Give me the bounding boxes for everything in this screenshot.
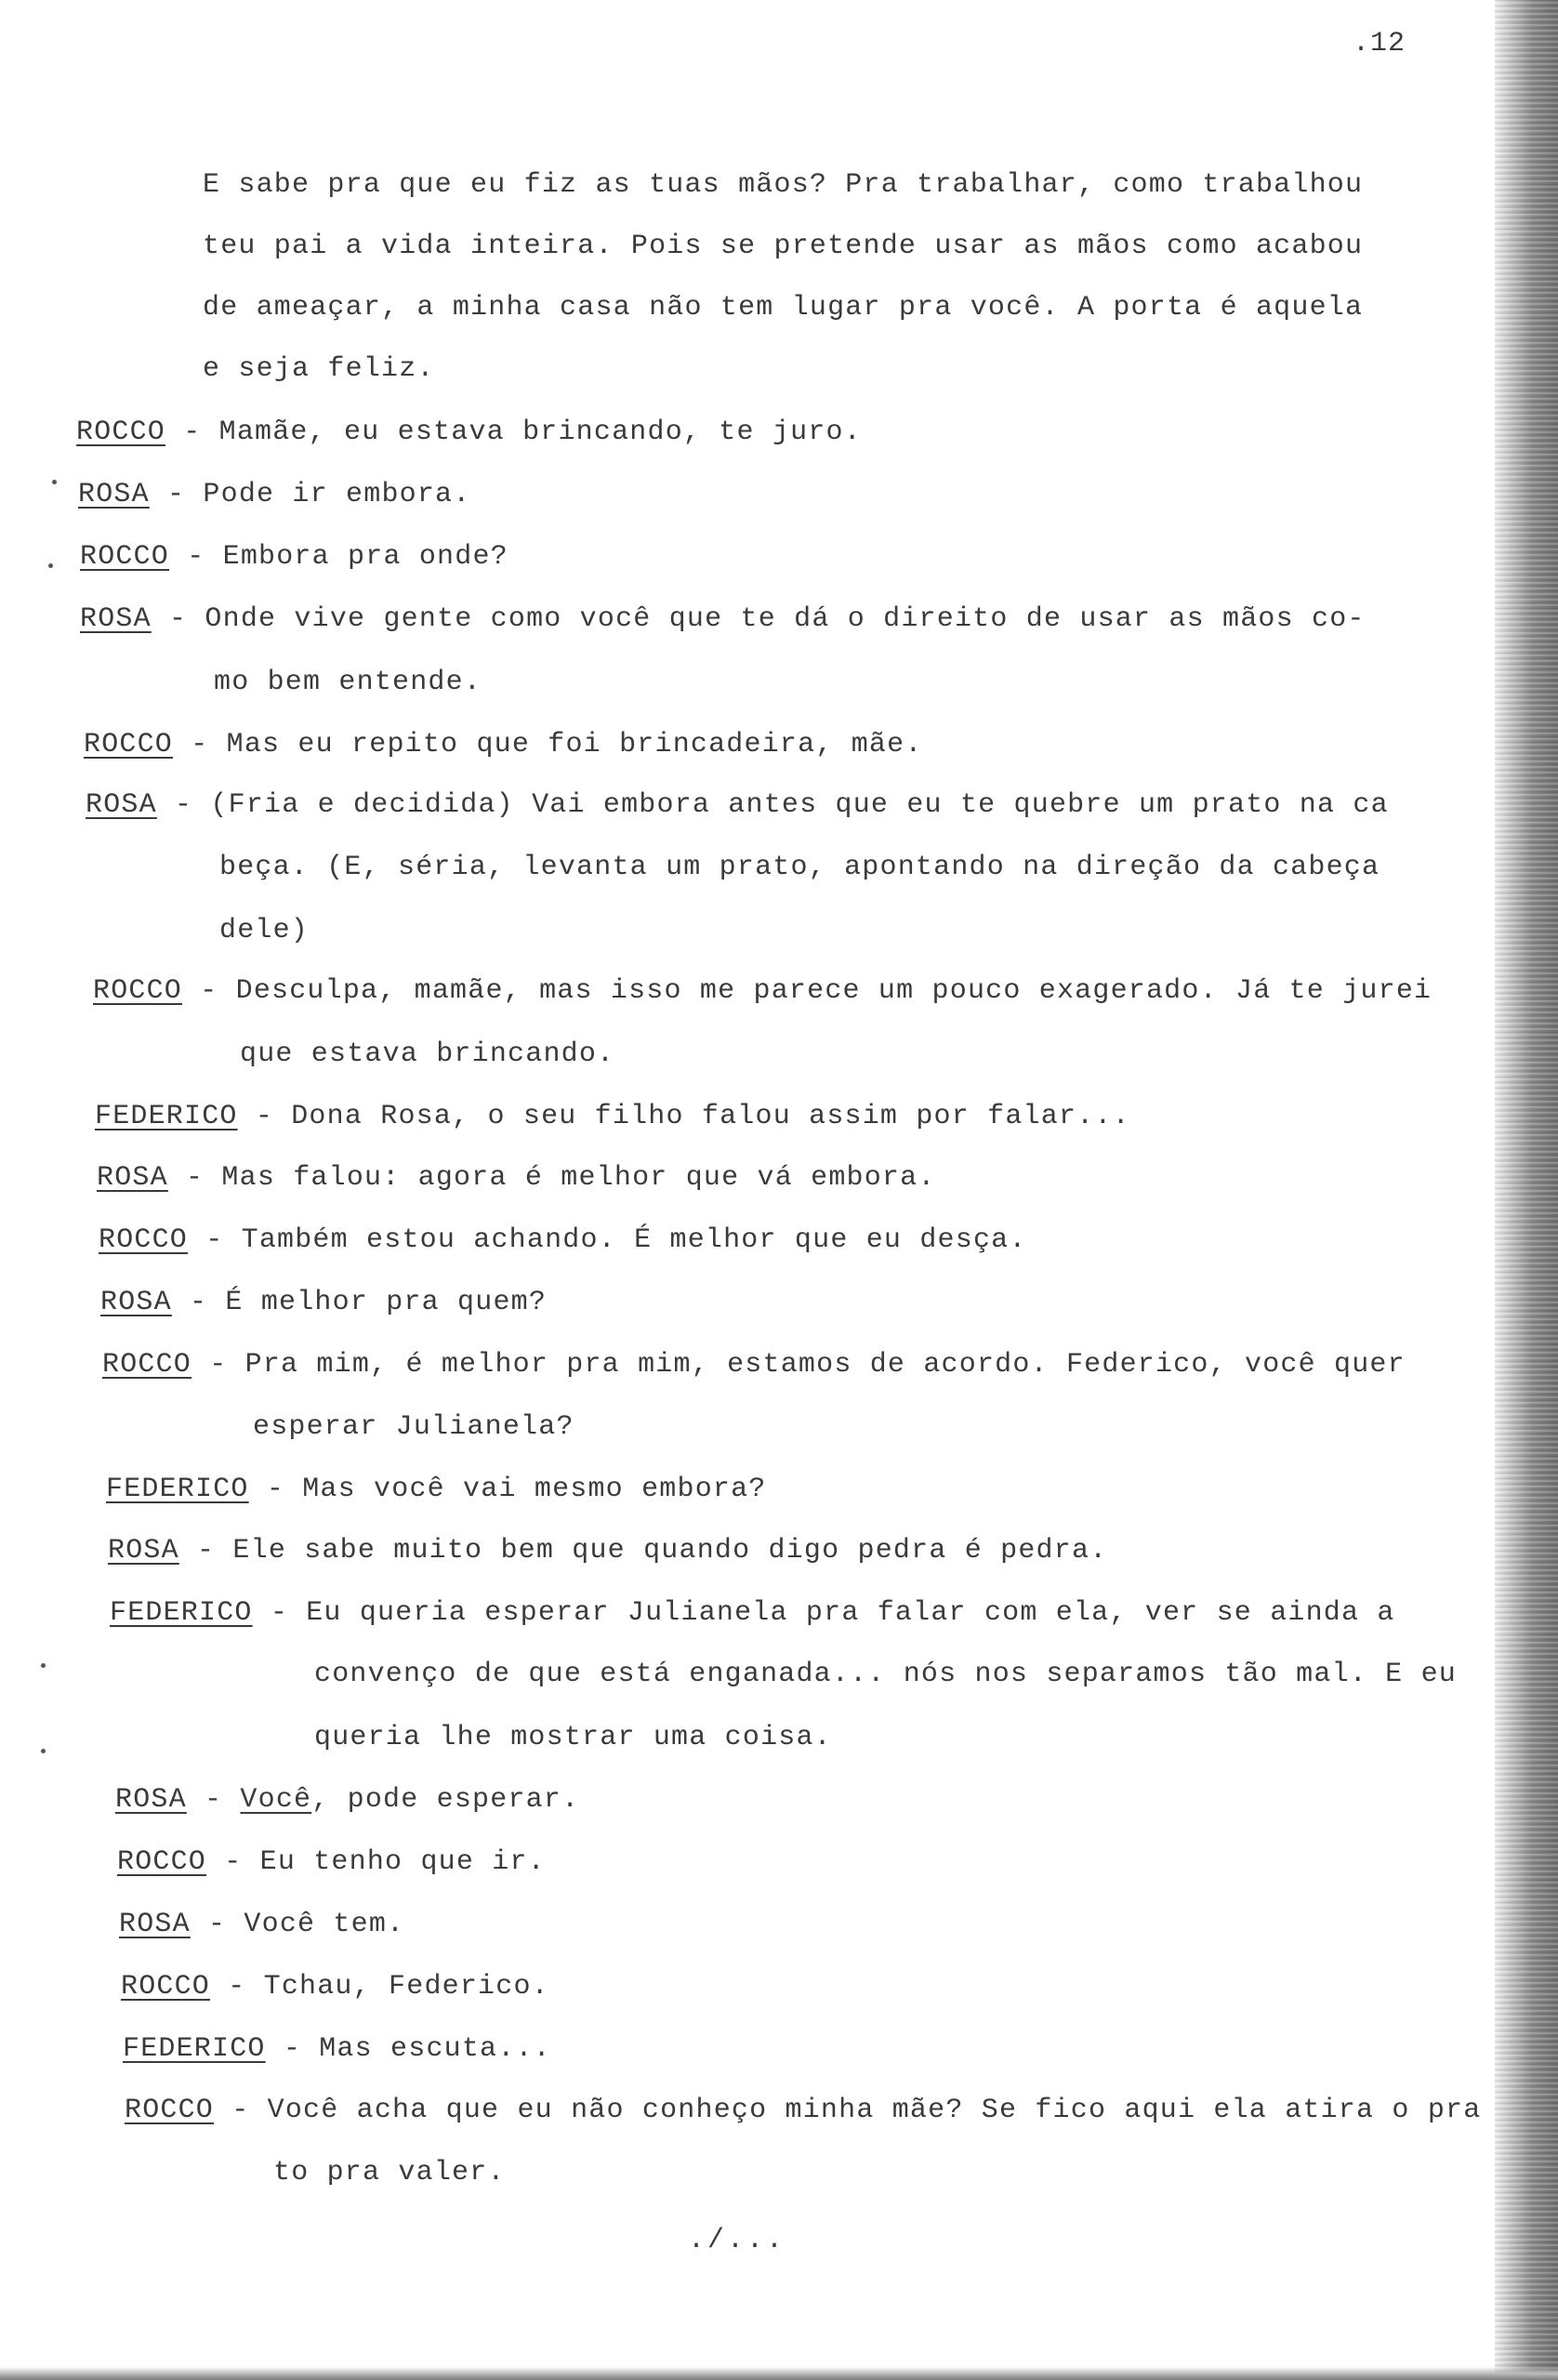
speaker-name: ROSA	[86, 789, 157, 821]
speaker-name: ROCCO	[99, 1224, 189, 1256]
dialogue-line: ROCCO - Tchau, Federico.	[121, 1971, 549, 2003]
speaker-name: ROSA	[78, 479, 150, 510]
continuation-marker: ./...	[688, 2225, 786, 2256]
speaker-name: ROSA	[97, 1162, 168, 1194]
speaker-name: ROSA	[80, 603, 152, 635]
speaker-name: ROCCO	[76, 416, 166, 448]
margin-dot	[48, 563, 53, 568]
dialogue-line: FEDERICO - Dona Rosa, o seu filho falou assim por falar...	[95, 1101, 1130, 1132]
script-line: queria lhe mostrar uma coisa.	[314, 1722, 832, 1753]
script-line: dele)	[219, 915, 310, 946]
scanned-bottom-edge	[0, 2367, 1558, 2380]
dialogue-line: ROCCO - Você acha que eu não conheço minha mãe? Se fico aqui ela atira o pra	[125, 2095, 1482, 2126]
dialogue-line: ROSA - Mas falou: agora é melhor que vá embora.	[97, 1162, 936, 1194]
dialogue-line: ROSA - Ele sabe muito bem que quando digo pedra é pedra.	[108, 1535, 1108, 1567]
script-line: e seja feliz.	[203, 353, 435, 385]
speaker-name: ROCCO	[80, 541, 170, 573]
speaker-name: ROCCO	[102, 1349, 192, 1381]
speaker-name: ROSA	[100, 1287, 172, 1318]
speaker-name: ROCCO	[125, 2095, 215, 2126]
script-line: mo bem entende.	[214, 667, 482, 698]
dialogue-line: ROSA - Onde vive gente como você que te dá o direito de usar as mãos co-	[80, 603, 1366, 635]
dialogue-line: FEDERICO - Mas você vai mesmo embora?	[106, 1474, 767, 1505]
speaker-name: ROCCO	[93, 975, 183, 1007]
speaker-name: FEDERICO	[123, 2033, 266, 2065]
emphasized-word: Você	[240, 1784, 312, 1816]
dialogue-line: ROCCO - Desculpa, mamãe, mas isso me parece um pouco exagerado. Já te jurei	[93, 975, 1433, 1007]
speaker-name: ROSA	[108, 1535, 179, 1567]
script-line: to pra valer.	[273, 2157, 506, 2188]
dialogue-line: ROSA - Pode ir embora.	[78, 479, 471, 510]
speaker-name: ROCCO	[121, 1971, 211, 2003]
dialogue-line: FEDERICO - Eu queria esperar Julianela pra falar com ela, ver se ainda a	[110, 1597, 1395, 1629]
margin-dot	[41, 1663, 46, 1668]
dialogue-line: ROSA - (Fria e decidida) Vai embora antes que eu te quebre um prato na ca	[86, 789, 1389, 821]
dialogue-line: ROCCO - Mamãe, eu estava brincando, te juro.	[76, 416, 862, 448]
speaker-name: ROSA	[119, 1909, 191, 1940]
scanned-page-edge	[1495, 0, 1558, 2380]
margin-dot	[41, 1749, 46, 1753]
dialogue-line: ROSA - Você tem.	[119, 1909, 405, 1940]
script-line: esperar Julianela?	[253, 1411, 574, 1443]
dialogue-line: ROSA - Você, pode esperar.	[115, 1784, 580, 1816]
script-line: convenço de que está enganada... nós nos separamos tão mal. E eu	[314, 1659, 1457, 1690]
dialogue-line: ROCCO - Embora pra onde?	[80, 541, 508, 573]
script-line: beça. (E, séria, levanta um prato, apontando na direção da cabeça	[219, 852, 1380, 883]
speaker-name: ROCCO	[84, 729, 174, 760]
dialogue-line: ROCCO - Mas eu repito que foi brincadeira, mãe.	[84, 729, 923, 760]
speaker-name: FEDERICO	[106, 1474, 249, 1505]
script-line: de ameaçar, a minha casa não tem lugar pra você. A porta é aquela	[203, 292, 1364, 324]
speaker-name: ROSA	[115, 1784, 187, 1816]
dialogue-line: ROCCO - Também estou achando. É melhor que eu desça.	[99, 1224, 1027, 1256]
dialogue-line: ROSA - É melhor pra quem?	[100, 1287, 548, 1318]
dialogue-line: ROCCO - Pra mim, é melhor pra mim, estamos de acordo. Federico, você quer	[102, 1349, 1406, 1381]
page-number: .12	[1353, 28, 1406, 60]
speaker-name: FEDERICO	[95, 1101, 238, 1132]
dialogue-line: ROCCO - Eu tenho que ir.	[117, 1846, 546, 1878]
script-line: que estava brincando.	[240, 1038, 615, 1070]
script-line: E sabe pra que eu fiz as tuas mãos? Pra trabalhar, como trabalhou	[203, 169, 1364, 201]
script-line: teu pai a vida inteira. Pois se pretende usar as mãos como acabou	[203, 231, 1364, 262]
speaker-name: ROCCO	[117, 1846, 207, 1878]
speaker-name: FEDERICO	[110, 1597, 253, 1629]
dialogue-line: FEDERICO - Mas escuta...	[123, 2033, 551, 2065]
margin-dot	[52, 480, 57, 484]
